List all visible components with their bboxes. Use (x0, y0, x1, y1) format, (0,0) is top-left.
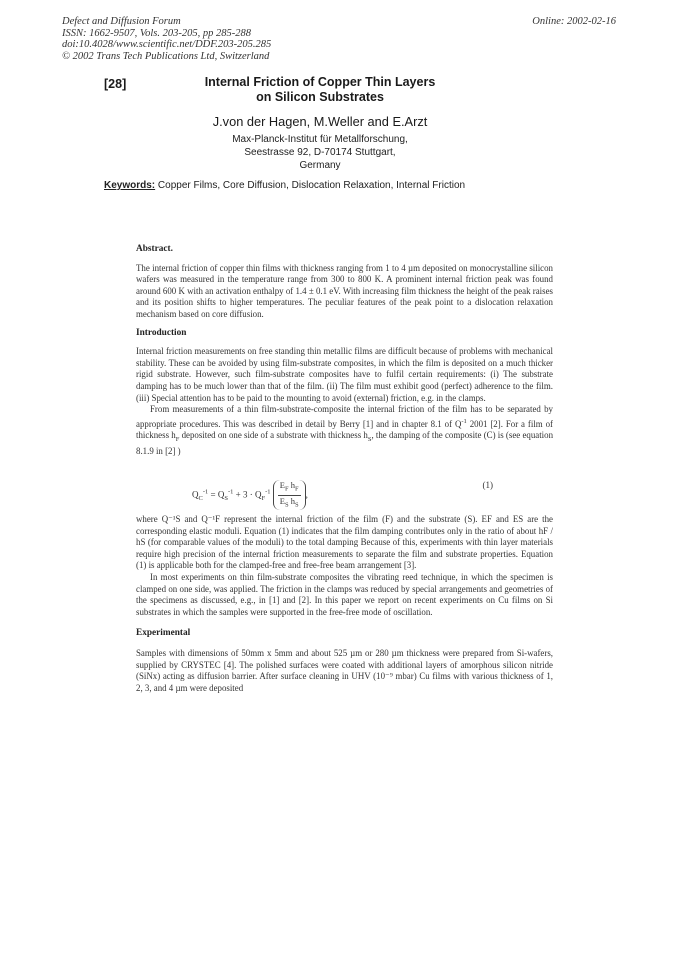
abstract-heading: Abstract. (136, 244, 173, 254)
affiliation (160, 133, 480, 172)
equation-formula: $Q_C^{-1} = Q_S^{-1} + 3 \cdot Q_F^{-1}$ $\frac{E_F h_F}{E_S h_S}$ , (192, 480, 308, 509)
reference-number: [28] (104, 77, 127, 91)
equation-number: (1) (482, 480, 493, 490)
equation-1 (136, 468, 553, 509)
introduction-heading: Introduction (136, 327, 187, 338)
paper-title (190, 75, 450, 104)
title-line-1: Internal Friction of Copper Thin Layers (204, 75, 436, 89)
keywords (104, 180, 574, 191)
issn-line: ISSN: 1662-9507, Vols. 203-205, pp 285-288 (62, 27, 251, 39)
body-lower (136, 514, 553, 694)
authors: J.von der Hagen, M.Weller and E.Arzt (212, 114, 428, 129)
title-line-2: on Silicon Substrates (256, 89, 384, 104)
affiliation-line-2: Seestrasse 92, D-70174 Stuttgart, (244, 147, 396, 158)
affiliation-line-3: Germany (299, 160, 341, 171)
intro-paragraph-3: where Q⁻¹S and Q⁻¹F represent the internal friction of the film (F) and the substrate (S). EF and ES are the corresponding elastic moduli. Equation (1) indicates that the film damping contributes only in the ratio of about hF / hS (for comparable values of the moduli) to the total damping Because of this, experiments with thin layer materials require high precision of the internal friction measurements to separate the film and substrate properties. Equation (1) is applicable both for the clamped-free and free-free beam arrangement [3]. (136, 514, 553, 571)
abstract-text: The internal friction of copper thin films with thickness ranging from 1 to 4 µm deposited on monocrystalline silicon wafers was measured in the temperature range from 300 to 800 K. A prominent internal friction peak was found around 600 K with an activation enthalpy of 1.4 ± 0.1 eV. With increasing film thickness the height of the peak raises and its position shifts to higher temperatures. The peculiar features of the peak point to a dislocation relaxation mechanism based on core diffusion. (136, 262, 553, 319)
journal-name: Defect and Diffusion Forum (62, 16, 181, 27)
online-date: Online: 2002-02-16 (532, 16, 616, 27)
intro-paragraph-1: Internal friction measurements on free standing thin metallic films are difficult because of problems with mechanical stability. These can be avoided by using film-substrate composites, in which the film is deposited on a much thicker rigid substrate. However, such film-substrate composites have to fulfil certain requirements: (i) The substrate damping has to be much lower than that of the film. (ii) The film must exhibit good (perfect) adherence to the film. (iii) Special attention has to be paid to the mounting to avoid (external) friction, e.g. in the clamps. (136, 346, 553, 403)
intro-paragraph-4: In most experiments on thin film-substrate composites the vibrating reed technique, in which the specimen is clamped on one side, was applied. The friction in the clamps was reduced by special arrangements and geometries of the specimens as discussed, e.g., in [1] and [2]. In this paper we report on recent experiments on Cu films on Si substrates in which the samples were supported in the free-free mode of oscillation. (136, 571, 553, 617)
affiliation-line-1: Max-Planck-Institut für Metallforschung, (232, 134, 408, 145)
intro-paragraph-2: From measurements of a thin film-substrate-composite the internal friction of the film has to be separated by appropriate procedures. This was described in detail by Berry [1] and in chapter 8.1 of $Q^{-1}$ 2001 [2]. For a film of thickness $h_F$ deposited on one side of a substrate with thickness $h_S$, the damping of the composite (C) is (see equation 8.1.9 in [2] ) (136, 404, 554, 456)
body-upper (136, 244, 553, 457)
keywords-label: Keywords: (104, 180, 156, 191)
experimental-text: Samples with dimensions of 50mm x 5mm and about 525 µm or 280 µm thickness were prepared from Si-wafers, supplied by CRYSTEC [4]. The polished surfaces were coated with additional layers of amorphous silicon nitride (SiNx) acting as diffusion barrier. After surface cleaning in UHV (10⁻⁹ mbar) Cu films with various thickness of 1, 2, 3, and 4 µm were deposited (136, 647, 553, 693)
journal-header (62, 16, 271, 62)
copyright-line: © 2002 Trans Tech Publications Ltd, Switzerland (62, 50, 270, 62)
doi-line: doi:10.4028/www.scientific.net/DDF.203-205.285 (62, 39, 272, 51)
keywords-text: Copper Films, Core Diffusion, Dislocation Relaxation, Internal Friction (157, 180, 466, 191)
experimental-heading: Experimental (136, 628, 191, 639)
